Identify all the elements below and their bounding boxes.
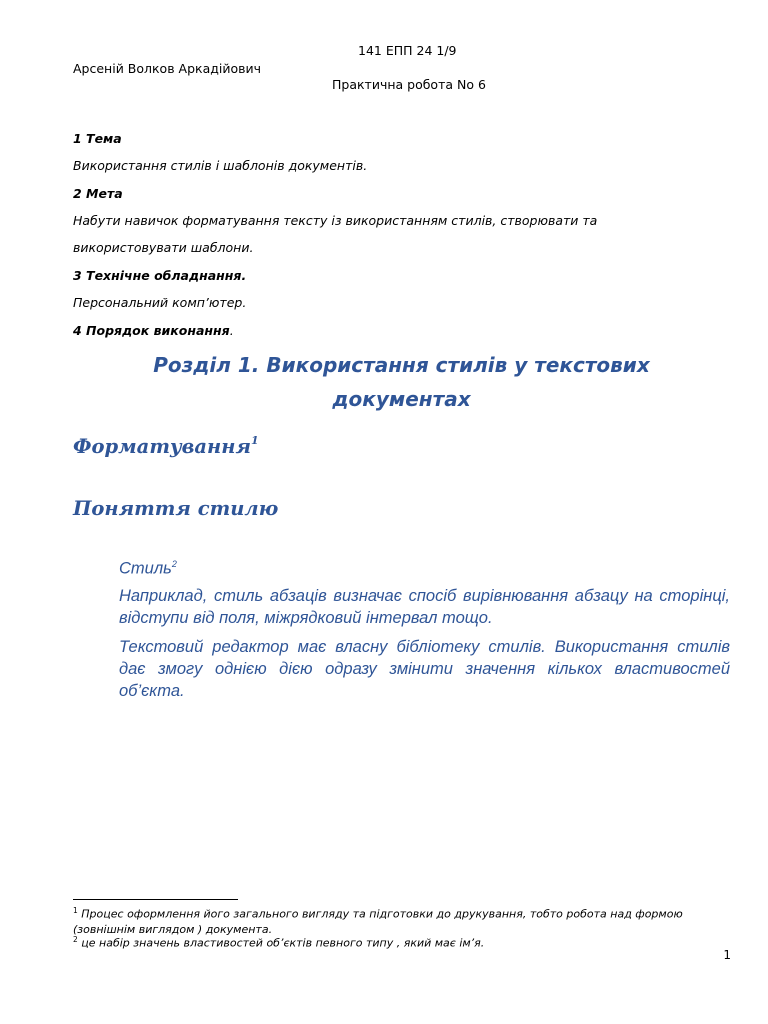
chapter-title — [73, 348, 730, 416]
section-4-line — [73, 323, 234, 338]
style-word: Стиль — [119, 559, 172, 578]
author-name: Арсеній Волков Аркадійович — [73, 61, 262, 76]
footnote-1-mark: 1 — [73, 906, 78, 915]
footnote-separator — [73, 899, 238, 900]
chapter-title-line1: Розділ 1. Використання стилів у текстових — [153, 353, 650, 377]
heading-formatting-text: Форматування — [73, 435, 252, 458]
section-1-title: 1 Тема — [73, 131, 122, 146]
heading-formatting — [73, 435, 259, 458]
section-3-text: Персональний комп’ютер. — [73, 295, 247, 310]
footnote-2-mark: 2 — [73, 935, 78, 944]
section-2-title: 2 Мета — [73, 186, 123, 201]
footnote-1-text: Процес оформлення його загального вигляду та підготовки до друкування, тобто робота над формою (зовнішнім виглядом ) документа. — [73, 907, 683, 936]
section-4-title: 4 Порядок виконання — [73, 323, 230, 338]
work-title: Практична робота No 6 — [332, 77, 486, 92]
footnote-2 — [73, 932, 713, 951]
section-2-text-line1: Набути навичок форматування тексту із використанням стилів, створювати та — [73, 213, 598, 228]
heading-style-concept: Поняття стилю — [73, 497, 279, 520]
section-1-text: Використання стилів і шаблонів документів. — [73, 158, 368, 173]
group-code: 141 ЕПП 24 1/9 — [358, 43, 457, 58]
section-2-text-line2: використовувати шаблони. — [73, 240, 254, 255]
paragraph-2: Текстовий редактор має власну бібліотеку стилів. Використання стилів дає змогу однією дією одразу змінити значення кількох властивостей об’єкта. — [119, 638, 730, 700]
page-number: 1 — [723, 948, 731, 962]
section-3-title: 3 Технічне обладнання. — [73, 268, 247, 283]
style-term — [119, 553, 730, 580]
section-4-suffix: . — [229, 323, 234, 338]
footnote-ref-2[interactable]: 2 — [171, 559, 177, 569]
footnote-ref-1[interactable]: 1 — [251, 433, 259, 447]
chapter-title-line2: документах — [332, 387, 471, 411]
paragraph-1: Наприклад, стиль абзаців визначає спосіб вирівнювання абзацу на сторінці, відступи від поля, міжрядковий інтервал тощо. — [119, 587, 730, 627]
footnote-2-text: це набір значень властивостей об’єктів певного типу , який має ім’я. — [81, 936, 485, 950]
